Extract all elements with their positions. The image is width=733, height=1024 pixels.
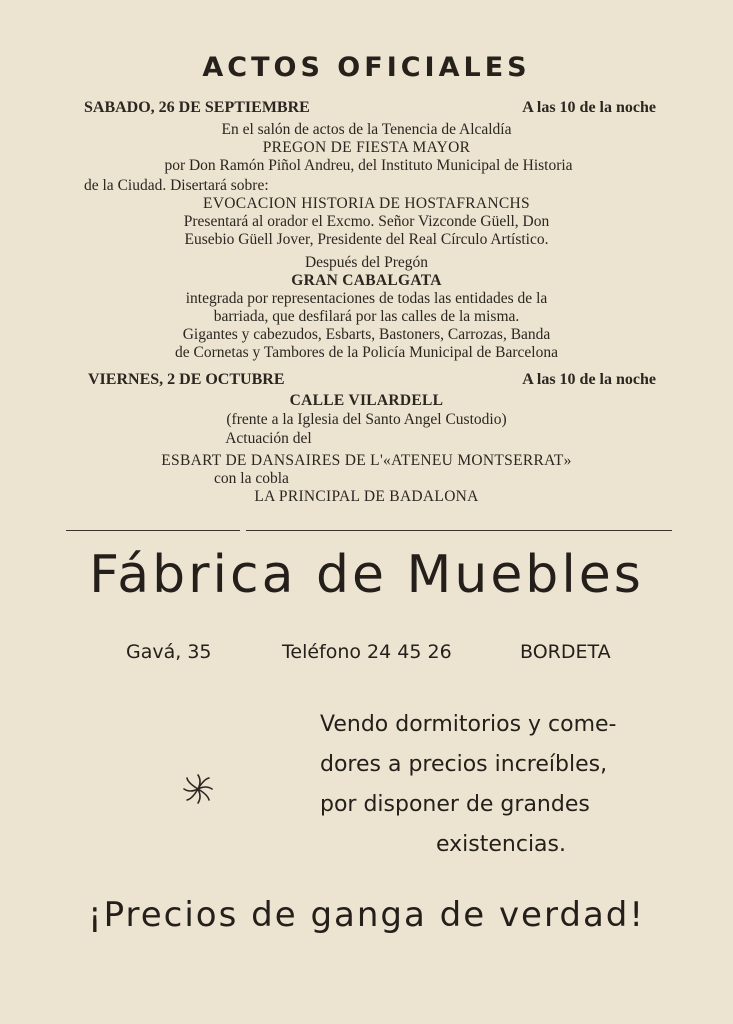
event1-line: Eusebio Güell Jover, Presidente del Real Círculo Artístico. — [184, 231, 549, 248]
event1-time: A las 10 de la noche — [522, 99, 656, 116]
event1-header — [84, 99, 656, 117]
ad-slogan: ¡Precios de ganga de verdad! — [87, 895, 645, 935]
ad-address: Gavá, 35 — [126, 641, 212, 663]
advertisement — [0, 545, 733, 945]
ad-text-line: por disponer de grandes — [320, 792, 590, 817]
ad-text-line: dores a precios increíbles, — [320, 752, 608, 777]
ad-phone: Teléfono 24 45 26 — [282, 641, 452, 663]
event2-time: A las 10 de la noche — [522, 371, 656, 388]
event1-line: GRAN CABALGATA — [291, 272, 442, 289]
event1-line: por Don Ramón Piñol Andreu, del Instituto Municipal de Historia — [164, 157, 573, 174]
ad-district: BORDETA — [520, 641, 611, 663]
ad-text — [320, 705, 690, 865]
event1-line: de Cornetas y Tambores de la Policía Municipal de Barcelona — [175, 344, 558, 361]
event1-line: PREGON DE FIESTA MAYOR — [262, 139, 471, 156]
event2-line: Actuación del — [225, 430, 312, 447]
event1-line: Después del Pregón — [304, 254, 429, 271]
event1-line: EVOCACION HISTORIA DE HOSTAFRANCHS — [203, 195, 530, 212]
event1-line: Gigantes y cabezudos, Esbarts, Bastoners, Carrozas, Banda — [182, 326, 551, 343]
event2-line: CALLE VILARDELL — [289, 392, 444, 409]
event2-date: VIERNES, 2 DE OCTUBRE — [88, 371, 285, 388]
event1-line: En el salón de actos de la Tenencia de Alcaldía — [221, 121, 512, 138]
event2-line: (frente a la Iglesia del Santo Angel Custodio) — [226, 411, 507, 428]
event1-line: Presentará al orador el Excmo. Señor Vizconde Güell, Don — [183, 213, 550, 230]
event2-line: LA PRINCIPAL DE BADALONA — [254, 488, 479, 505]
event1-line: integrada por representaciones de todas las entidades de la — [185, 290, 548, 307]
event1-line: barriada, que desfilará por las calles de la misma. — [213, 308, 520, 325]
page-title: ACTOS OFICIALES — [202, 52, 531, 83]
divider-gap — [240, 528, 246, 532]
event1-date: SABADO, 26 DE SEPTIEMBRE — [84, 99, 310, 116]
ad-title: Fábrica de Muebles — [89, 545, 644, 605]
event1-line: de la Ciudad. Disertará sobre: — [84, 177, 269, 194]
section-divider — [66, 530, 672, 531]
ad-text-line: existencias. — [436, 832, 566, 857]
ad-text-line: Vendo dormitorios y come- — [320, 712, 617, 737]
event2-line: con la cobla — [214, 470, 289, 487]
event2-line: ESBART DE DANSAIRES DE L'«ATENEU MONTSERRAT» — [161, 452, 572, 469]
event2-header — [88, 371, 656, 389]
ornament-icon — [182, 773, 214, 805]
